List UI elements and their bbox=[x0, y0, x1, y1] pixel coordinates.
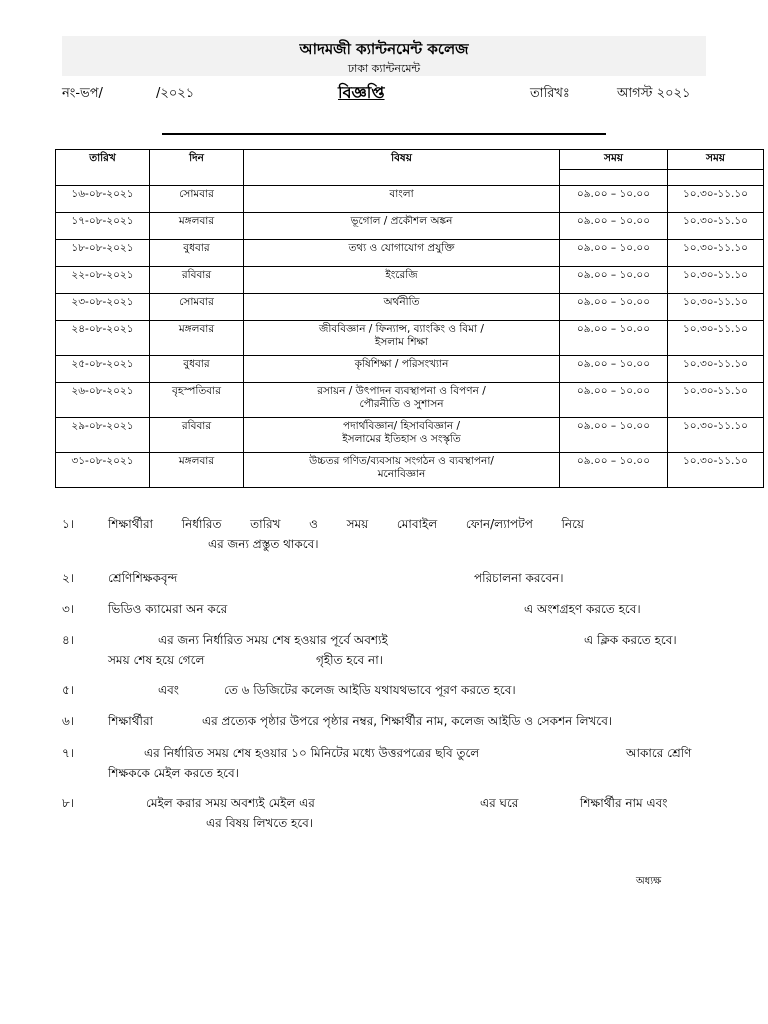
instruction-2 bbox=[62, 568, 710, 588]
instruction-text: এর নির্ধারিত সময় শেষ হওয়ার ১০ মিনিটের মধ্যে উত্তরপত্রের ছবি তুলে bbox=[144, 746, 480, 760]
subject-line-1: পদার্থবিজ্ঞান/ হিসাববিজ্ঞান / bbox=[342, 420, 460, 432]
cell-date: ২২-০৮-২০২১ bbox=[56, 267, 150, 294]
cell-date: ২৫-০৮-২০২১ bbox=[56, 356, 150, 383]
cell-time-1: ০৯.০০ – ১০.০০ bbox=[560, 453, 668, 488]
table-row bbox=[56, 356, 764, 383]
instruction-text: এর ঘরে bbox=[480, 796, 519, 810]
cell-date: ২৬-০৮-২০২১ bbox=[56, 383, 150, 418]
notice-title: বিজ্ঞপ্তি bbox=[338, 83, 385, 102]
college-name: আদমজী ক্যান্টনমেন্ট কলেজ bbox=[299, 40, 469, 58]
cell-time-1: ০৯.০০ – ১০.০০ bbox=[560, 383, 668, 418]
table-row bbox=[56, 383, 764, 418]
table-row bbox=[56, 267, 764, 294]
subject-line-2: পৌরনীতি ও সুশাসন bbox=[359, 398, 444, 410]
title-rule-line bbox=[162, 133, 606, 135]
cell-date: ১৬-০৮-২০২১ bbox=[56, 186, 150, 213]
instruction-number: ৮। bbox=[62, 796, 75, 810]
instruction-1 bbox=[62, 514, 710, 554]
cell-day: বৃহস্পতিবার bbox=[150, 383, 244, 418]
cell-day: বুধবার bbox=[150, 240, 244, 267]
subject-line-1: কৃষিশিক্ষা / পরিসংখ্যান bbox=[354, 358, 449, 370]
table-row bbox=[56, 240, 764, 267]
cell-subject bbox=[244, 453, 560, 488]
cell-time-2: ১০.৩০-১১.১০ bbox=[668, 240, 764, 267]
cell-subject bbox=[244, 356, 560, 383]
instruction-3 bbox=[62, 599, 710, 619]
instruction-4 bbox=[62, 630, 710, 670]
cell-time-2: ১০.৩০-১১.১০ bbox=[668, 321, 764, 356]
subject-line-1: জীববিজ্ঞান / ফিন্যান্স, ব্যাংকিং ও বিমা / bbox=[319, 323, 484, 335]
cell-day: সোমবার bbox=[150, 294, 244, 321]
instruction-number: ৪। bbox=[62, 633, 75, 647]
instruction-number: ২। bbox=[62, 571, 75, 585]
instruction-text: শ্রেণিশিক্ষকবৃন্দ bbox=[108, 571, 178, 585]
table-row bbox=[56, 213, 764, 240]
instruction-7 bbox=[62, 743, 710, 783]
cell-time-2: ১০.৩০-১১.১০ bbox=[668, 294, 764, 321]
cell-subject bbox=[244, 213, 560, 240]
cell-time-1: ০৯.০০ – ১০.০০ bbox=[560, 186, 668, 213]
cell-subject bbox=[244, 383, 560, 418]
cell-subject bbox=[244, 267, 560, 294]
instruction-number: ৭। bbox=[62, 746, 75, 760]
instruction-number: ১। bbox=[62, 517, 75, 531]
cell-time-2: ১০.৩০-১১.১০ bbox=[668, 418, 764, 453]
cell-subject bbox=[244, 240, 560, 267]
subject-line-1: বাংলা bbox=[389, 188, 414, 200]
instruction-text: শিক্ষার্থীর নাম এবং bbox=[580, 796, 668, 810]
subject-line-1: উচ্চতর গণিত/ব্যবসায় সংগঠন ও ব্যবস্থাপনা/ bbox=[309, 455, 494, 467]
header-time-2: সময় bbox=[668, 150, 764, 170]
cell-time-1: ০৯.০০ – ১০.০০ bbox=[560, 418, 668, 453]
instruction-text: এর জন্য নির্ধারিত সময় শেষ হওয়ার পূর্বে অবশ্যই bbox=[158, 633, 388, 647]
cell-date: ৩১-০৮-২০২১ bbox=[56, 453, 150, 488]
cell-date: ১৮-০৮-২০২১ bbox=[56, 240, 150, 267]
date-value: আগস্ট ২০২১ bbox=[617, 86, 691, 101]
instruction-text: আকারে শ্রেণি bbox=[626, 746, 692, 760]
cell-time-1: ০৯.০০ – ১০.০০ bbox=[560, 213, 668, 240]
instruction-text: এ ক্লিক করতে হবে। bbox=[584, 633, 677, 647]
subject-line-2: মনোবিজ্ঞান bbox=[377, 468, 426, 480]
cell-date: ১৭-০৮-২০২১ bbox=[56, 213, 150, 240]
instruction-text: এর প্রত্যেক পৃষ্ঠার উপরে পৃষ্ঠার নম্বর, শিক্ষার্থীর নাম, কলেজ আইডি ও সেকশন লিখবে। bbox=[202, 714, 613, 728]
date-label: তারিখঃ bbox=[530, 86, 570, 101]
cell-time-1: ০৯.০০ – ১০.০০ bbox=[560, 240, 668, 267]
cell-day: মঙ্গলবার bbox=[150, 213, 244, 240]
cell-time-1: ০৯.০০ – ১০.০০ bbox=[560, 267, 668, 294]
reference-year: /২০২১ bbox=[156, 86, 195, 101]
cell-time-1: ০৯.০০ – ১০.০০ bbox=[560, 321, 668, 356]
table-row bbox=[56, 453, 764, 488]
cell-time-1: ০৯.০০ – ১০.০০ bbox=[560, 294, 668, 321]
cell-date: ২৩-০৮-২০২১ bbox=[56, 294, 150, 321]
cell-time-1: ০৯.০০ – ১০.০০ bbox=[560, 356, 668, 383]
instruction-text: শিক্ষার্থীরা নির্ধারিত তারিখ ও সময় মোবাইল ফোন/ল্যাপটপ নিয়ে bbox=[108, 517, 584, 531]
cell-day: বুধবার bbox=[150, 356, 244, 383]
cell-subject bbox=[244, 418, 560, 453]
cell-time-2: ১০.৩০-১১.১০ bbox=[668, 383, 764, 418]
subject-line-2: ইসলাম শিক্ষা bbox=[374, 336, 429, 348]
cell-subject bbox=[244, 294, 560, 321]
table-row bbox=[56, 294, 764, 321]
instruction-8 bbox=[62, 793, 710, 833]
cell-date: ২৪-০৮-২০২১ bbox=[56, 321, 150, 356]
instruction-number: ৬। bbox=[62, 714, 75, 728]
header-day: দিন bbox=[150, 150, 244, 186]
instruction-text: পরিচালনা করবেন। bbox=[474, 571, 564, 585]
instruction-text: এ অংশগ্রহণ করতে হবে। bbox=[524, 602, 641, 616]
instruction-text: মেইল করার সময় অবশ্যই মেইল এর bbox=[146, 796, 315, 810]
header-date: তারিখ bbox=[56, 150, 150, 186]
header-time-1: সময় bbox=[560, 150, 668, 170]
cell-day: মঙ্গলবার bbox=[150, 321, 244, 356]
table-row bbox=[56, 321, 764, 356]
exam-schedule-table bbox=[55, 149, 764, 488]
instruction-text: সময় শেষ হয়ে গেলে bbox=[108, 653, 205, 667]
table-row bbox=[56, 418, 764, 453]
instruction-number: ৫। bbox=[62, 683, 75, 697]
cell-time-2: ১০.৩০-১১.১০ bbox=[668, 453, 764, 488]
instruction-number: ৩। bbox=[62, 602, 75, 616]
instruction-6 bbox=[62, 711, 710, 731]
subject-line-2: ইসলামের ইতিহাস ও সংস্কৃতি bbox=[342, 433, 461, 445]
instruction-text: এর বিষয় লিখতে হবে। bbox=[206, 816, 314, 830]
instruction-5 bbox=[62, 680, 710, 700]
subject-line-1: ভূগোল / প্রকৌশল অঙ্কন bbox=[350, 215, 453, 227]
table-row bbox=[56, 186, 764, 213]
cell-day: রবিবার bbox=[150, 267, 244, 294]
header-time-2-blank bbox=[668, 170, 764, 186]
instruction-text: গৃহীত হবে না। bbox=[316, 653, 383, 667]
cell-time-2: ১০.৩০-১১.১০ bbox=[668, 267, 764, 294]
college-location: ঢাকা ক্যান্টনমেন্ট bbox=[347, 62, 421, 75]
cell-subject bbox=[244, 186, 560, 213]
header-time-1-blank bbox=[560, 170, 668, 186]
cell-day: সোমবার bbox=[150, 186, 244, 213]
subject-line-1: রসায়ন / উৎপাদন ব্যবস্থাপনা ও বিপণন / bbox=[317, 385, 486, 397]
instruction-text: শিক্ষককে মেইল করতে হবে। bbox=[108, 766, 239, 780]
reference-number: নং-ভপ/ bbox=[62, 86, 103, 101]
cell-subject bbox=[244, 321, 560, 356]
subject-line-1: অর্থনীতি bbox=[383, 296, 420, 308]
principal-signature-label: অধ্যক্ষ bbox=[636, 876, 662, 887]
instruction-text: শিক্ষার্থীরা bbox=[108, 714, 154, 728]
cell-day: মঙ্গলবার bbox=[150, 453, 244, 488]
cell-day: রবিবার bbox=[150, 418, 244, 453]
instruction-text: এর জন্য প্রস্তুত থাকবে। bbox=[208, 537, 319, 551]
header-subject: বিষয় bbox=[244, 150, 560, 186]
subject-line-1: তথ্য ও যোগাযোগ প্রযুক্তি bbox=[348, 242, 455, 254]
instruction-text: এবং bbox=[158, 683, 179, 697]
cell-date: ২৯-০৮-২০২১ bbox=[56, 418, 150, 453]
instruction-text: ভিডিও ক্যামেরা অন করে bbox=[108, 602, 228, 616]
cell-time-2: ১০.৩০-১১.১০ bbox=[668, 213, 764, 240]
cell-time-2: ১০.৩০-১১.১০ bbox=[668, 186, 764, 213]
cell-time-2: ১০.৩০-১১.১০ bbox=[668, 356, 764, 383]
instruction-text: তে ৬ ডিজিটের কলেজ আইডি যথাযথভাবে পূরণ করতে হবে। bbox=[224, 683, 516, 697]
subject-line-1: ইংরেজি bbox=[385, 269, 418, 281]
